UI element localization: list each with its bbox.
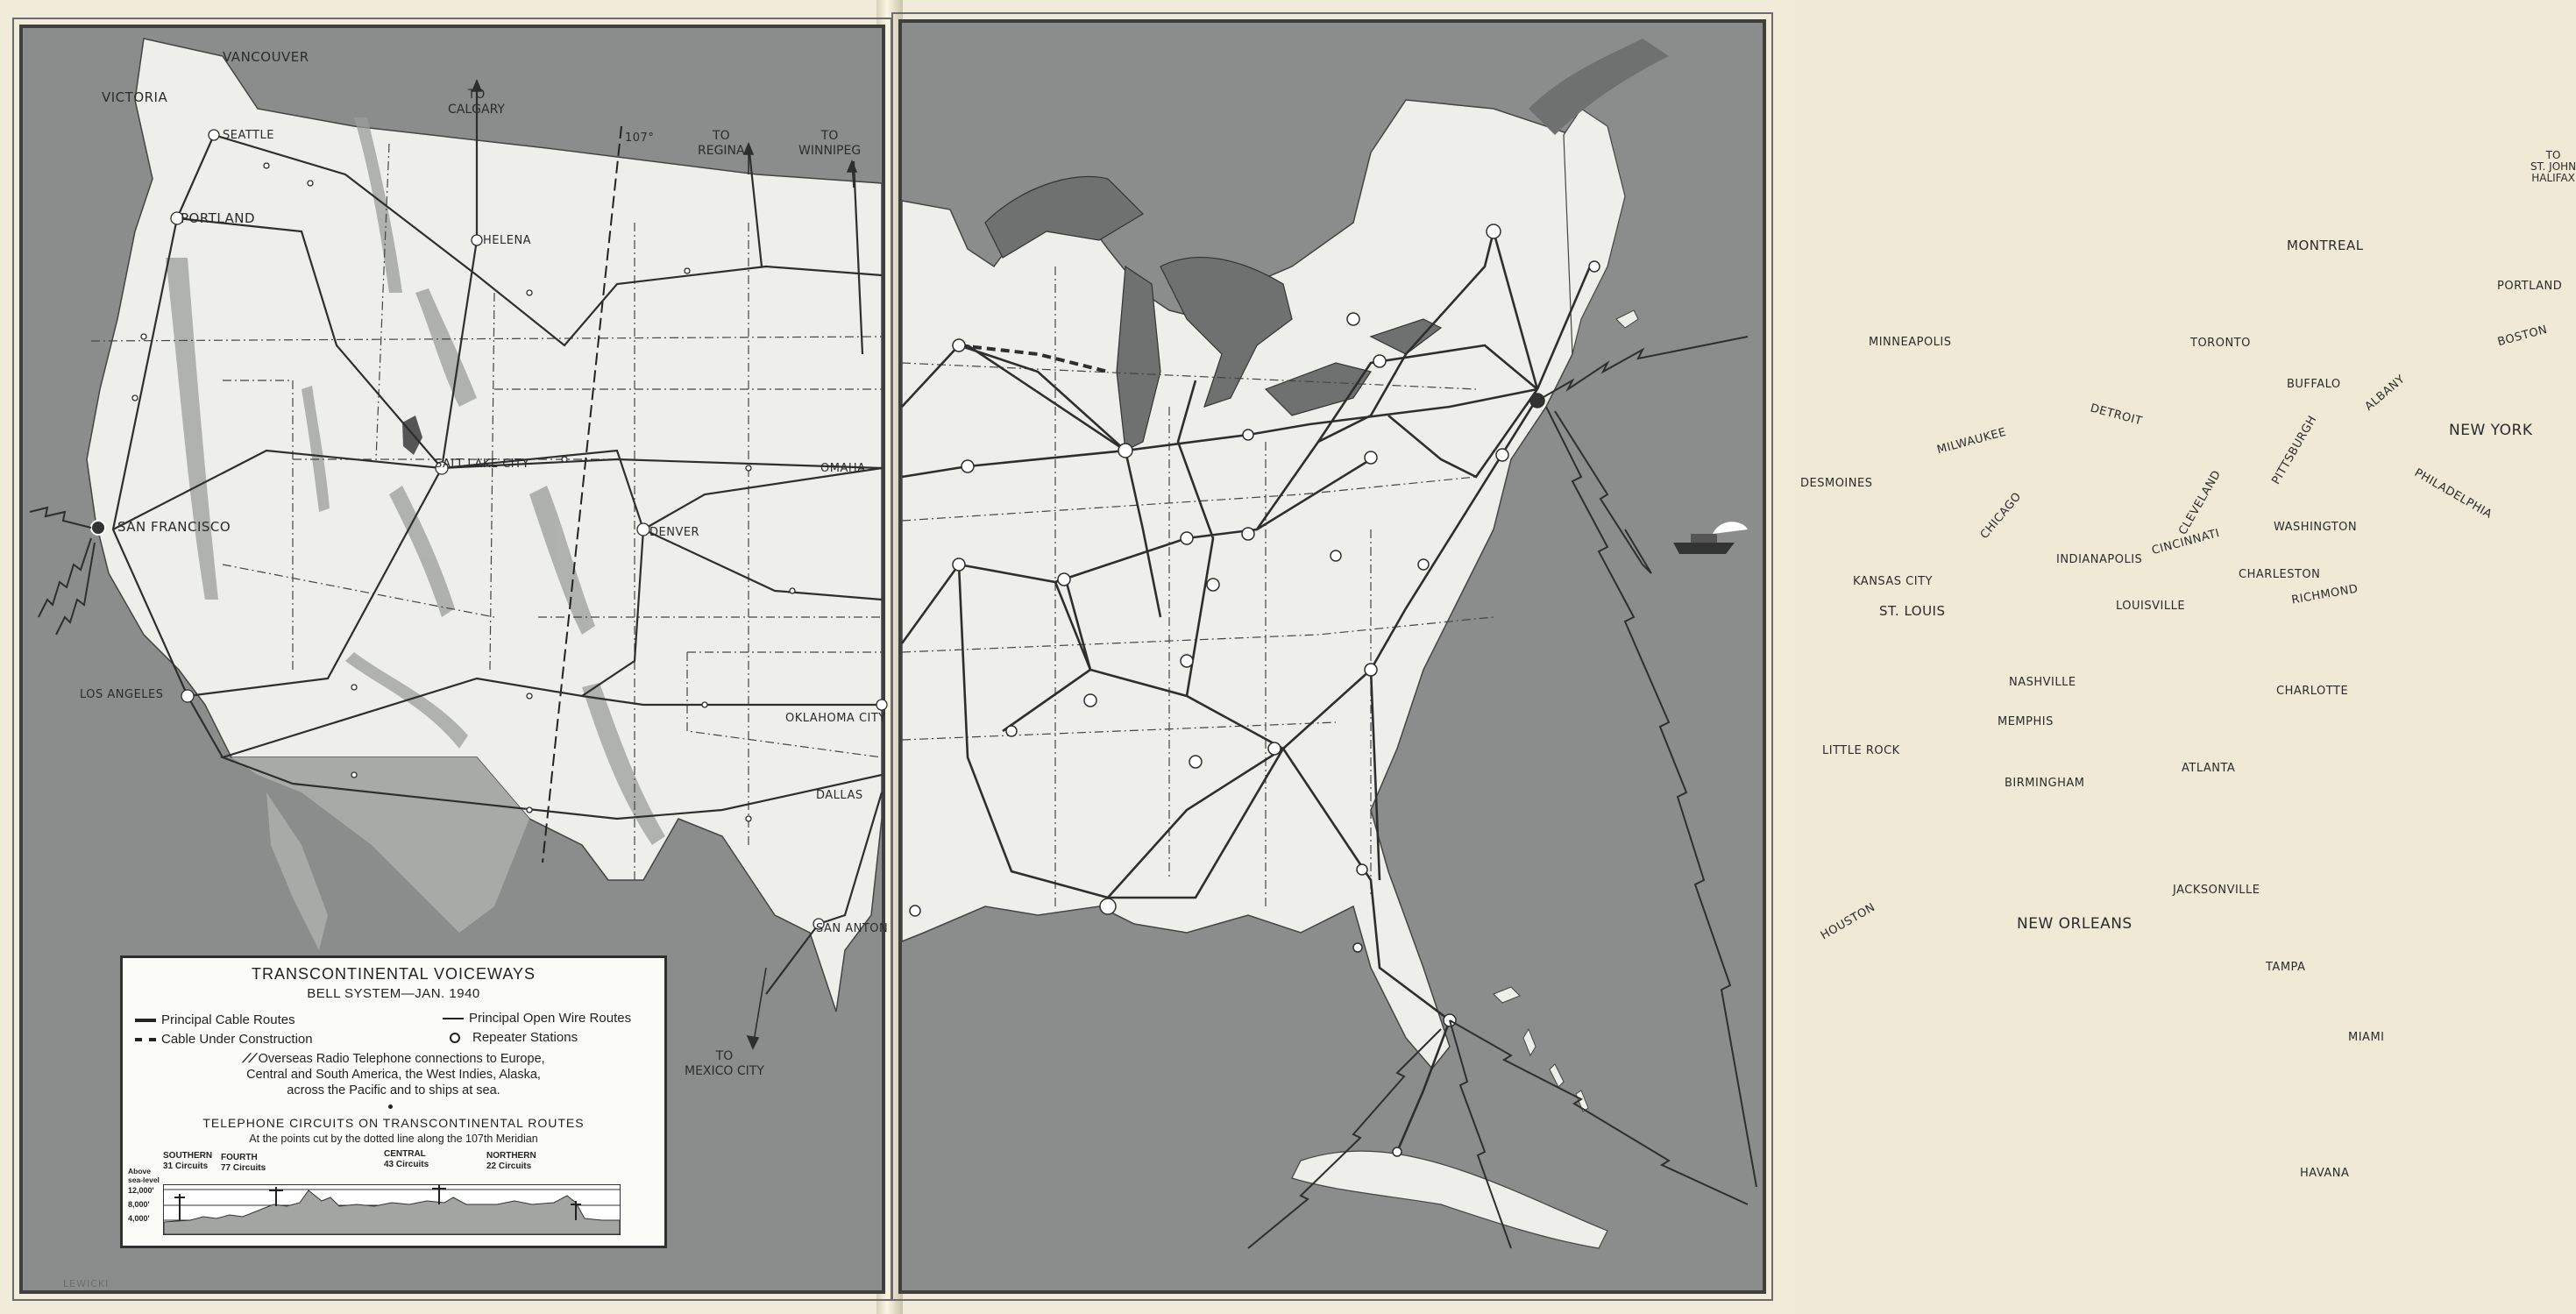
city-label-san-antonio: SAN ANTON: [816, 922, 889, 935]
repeater-circle-icon: [450, 1033, 460, 1043]
route-fourth: FOURTH 77 Circuits: [221, 1153, 266, 1173]
city-label-portland: PORTLAND: [181, 210, 256, 226]
city-label-charlotte: CHARLOTTE: [2276, 685, 2349, 698]
legend-open-wire: Principal Open Wire Routes: [443, 1011, 631, 1026]
city-label-portland-me: PORTLAND: [2497, 280, 2563, 293]
lightning-icon: ⟋⟋: [242, 1052, 255, 1066]
route-northern: NORTHERN 22 Circuits: [486, 1151, 536, 1171]
city-label-san-francisco: SAN FRANCISCO: [117, 519, 231, 535]
city-label-denver: DENVER: [649, 526, 700, 539]
tick-4000: 4,000': [128, 1214, 150, 1223]
city-label-victoria: VICTORIA: [102, 89, 168, 105]
city-label-indianapolis: INDIANAPOLIS: [2056, 553, 2143, 566]
route-southern: SOUTHERN 31 Circuits: [163, 1151, 213, 1171]
city-label-seattle: SEATTLE: [223, 129, 274, 142]
city-label-chicago: CHICAGO: [1977, 490, 2025, 542]
city-label-oklahoma-city: OKLAHOMA CITY: [785, 712, 886, 725]
city-label-pittsburgh: PITTSBURGH: [2269, 413, 2320, 487]
city-label-milwaukee: MILWAUKEE: [1935, 425, 2008, 458]
city-label-minneapolis: MINNEAPOLIS: [1869, 336, 1952, 349]
east-map-frame: [898, 19, 2576, 1294]
city-label-havana: HAVANA: [2300, 1167, 2350, 1180]
city-label-detroit: DETROIT: [2089, 401, 2144, 429]
city-label-memphis: MEMPHIS: [1998, 715, 2054, 728]
city-label-charleston: CHARLESTON: [2239, 568, 2321, 581]
direction-mexico-city: TO MEXICO CITY: [685, 1049, 764, 1078]
city-label-toronto: TORONTO: [2190, 337, 2251, 350]
altitude-axis-label: Above sea-level: [128, 1167, 160, 1184]
city-label-helena: HELENA: [483, 234, 532, 247]
city-label-cincinnati: CINCINNATI: [2150, 526, 2222, 558]
city-label-montreal: MONTREAL: [2287, 238, 2364, 253]
direction-st-john-halifax: TO ST. JOHN HALIFAX: [2530, 149, 2576, 184]
ship-icon: [1673, 522, 1748, 554]
city-label-albany: ALBANY: [2362, 373, 2409, 414]
city-label-cleveland: CLEVELAND: [2176, 468, 2225, 537]
cable-line-icon: [135, 1019, 156, 1022]
tick-12000: 12,000': [128, 1186, 154, 1195]
legend-cable-construction: Cable Under Construction: [135, 1032, 313, 1047]
legend-box: [120, 955, 667, 1248]
elevation-profile-graphic: [164, 1185, 620, 1234]
city-label-buffalo: BUFFALO: [2287, 378, 2341, 391]
city-label-tampa: TAMPA: [2266, 961, 2306, 974]
direction-regina: TO REGINA: [698, 129, 745, 158]
route-central: CENTRAL 43 Circuits: [384, 1149, 429, 1169]
city-label-birmingham: BIRMINGHAM: [2005, 777, 2085, 790]
tick-8000: 8,000': [128, 1200, 150, 1209]
elevation-profile: [163, 1184, 621, 1235]
city-label-new-orleans: NEW ORLEANS: [2017, 915, 2132, 933]
legend-principal-cable: Principal Cable Routes: [135, 1012, 295, 1027]
city-label-new-york: NEW YORK: [2449, 422, 2533, 439]
legend-repeater: Repeater Stations: [443, 1030, 578, 1045]
city-label-atlanta: ATLANTA: [2182, 762, 2236, 775]
wire-line-icon: [443, 1018, 464, 1019]
legend-radio-note: ⟋⟋ Overseas Radio Telephone connections to Europe, Central and South America, the West Indies, Alaska, across the Pacific and to ships at sea.: [242, 1052, 545, 1097]
city-label-omaha: OMAHA: [820, 462, 866, 475]
city-label-jacksonville: JACKSONVILLE: [2173, 884, 2260, 897]
city-label-miami: MIAMI: [2348, 1031, 2385, 1044]
direction-winnipeg: TO WINNIPEG: [798, 129, 862, 158]
city-label-washington: WASHINGTON: [2274, 521, 2358, 534]
city-label-houston: HOUSTON: [1818, 900, 1878, 943]
circuits-title: TELEPHONE CIRCUITS ON TRANSCONTINENTAL ROUTES: [202, 1116, 585, 1130]
legend-title: TRANSCONTINENTAL VOICEWAYS: [251, 965, 536, 983]
meridian-label: 107°: [625, 131, 655, 145]
direction-calgary: TO CALGARY: [448, 88, 505, 117]
dashed-line-icon: [135, 1038, 156, 1041]
circuits-subtitle: At the points cut by the dotted line along the 107th Meridian: [249, 1133, 538, 1145]
city-label-philadelphia: PHILADELPHIA: [2411, 466, 2494, 522]
city-label-little-rock: LITTLE ROCK: [1822, 744, 1900, 757]
city-label-des-moines: DESMOINES: [1800, 477, 1873, 490]
separator-dot: [388, 1104, 393, 1109]
city-label-salt-lake-city: SALT LAKE CITY: [435, 458, 530, 471]
city-label-los-angeles: LOS ANGELES: [80, 688, 164, 701]
legend-subtitle: BELL SYSTEM—JAN. 1940: [307, 986, 480, 1001]
city-label-dallas: DALLAS: [816, 789, 863, 802]
city-label-louisville: LOUISVILLE: [2116, 600, 2186, 613]
city-label-st-louis: ST. LOUIS: [1879, 603, 1946, 619]
city-label-boston: BOSTON: [2496, 323, 2550, 350]
east-map-graphic: [902, 23, 1763, 1290]
city-label-nashville: NASHVILLE: [2009, 676, 2076, 689]
artist-signature: LEWICKI: [63, 1278, 110, 1289]
city-label-kansas-city: KANSAS CITY: [1853, 575, 1933, 588]
city-label-vancouver: VANCOUVER: [223, 49, 309, 65]
city-label-richmond: RICHMOND: [2290, 582, 2360, 607]
